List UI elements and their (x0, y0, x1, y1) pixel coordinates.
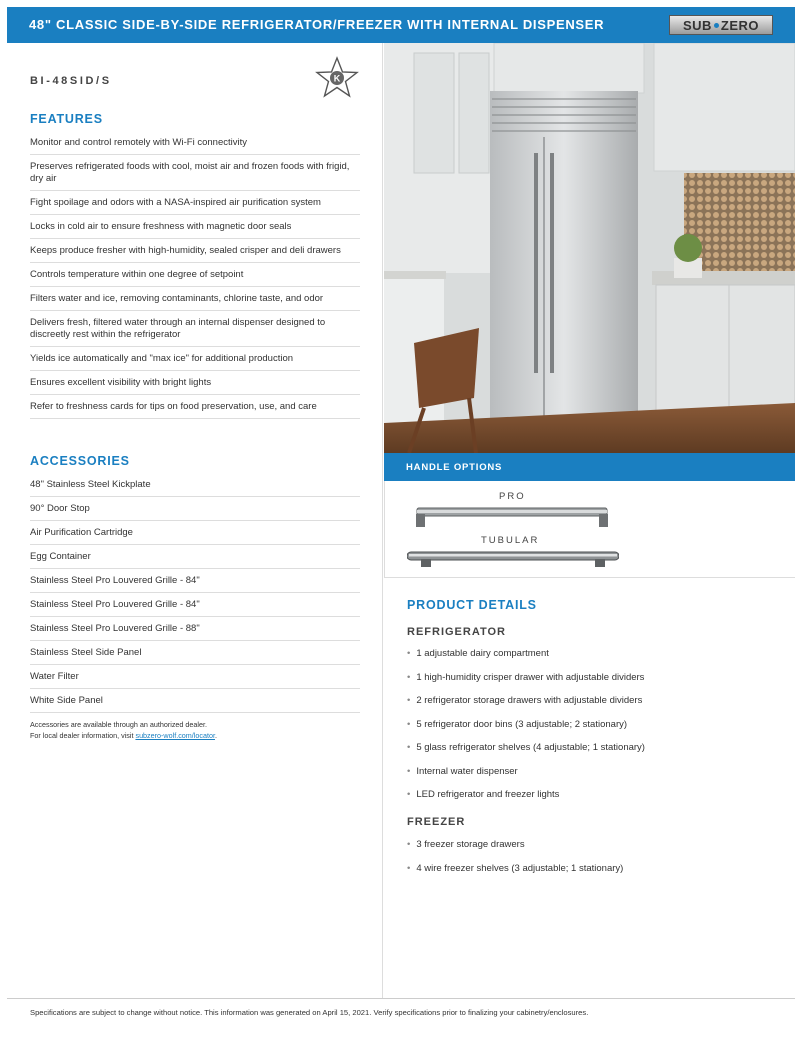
accessory-item: Stainless Steel Pro Louvered Grille - 84" (30, 569, 360, 593)
accessory-item: White Side Panel (30, 689, 360, 713)
pro-handle-label: PRO (499, 491, 526, 502)
accessory-item: Water Filter (30, 665, 360, 689)
feature-item: Preserves refrigerated foods with cool, moist air and frozen foods with frigid, dry air (30, 155, 360, 191)
subzero-logo (669, 15, 773, 35)
footer-divider (7, 998, 795, 999)
feature-item: Keeps produce fresher with high-humidity, sealed crisper and deli drawers (30, 239, 360, 263)
product-details-title: PRODUCT DETAILS (407, 598, 537, 612)
header-bar (7, 7, 795, 43)
logo-dot-icon (714, 23, 719, 28)
star-k-icon (315, 56, 359, 100)
accessories-title: ACCESSORIES (30, 454, 130, 468)
refrigerator-list (407, 647, 787, 812)
accessory-item: Egg Container (30, 545, 360, 569)
refrigerator-title: REFRIGERATOR (407, 626, 506, 638)
model-number: BI-48SID/S (30, 75, 112, 87)
accessory-item: Air Purification Cartridge (30, 521, 360, 545)
dealer-locator-link[interactable]: subzero-wolf.com/locator (135, 731, 215, 740)
accessory-item: 48" Stainless Steel Kickplate (30, 473, 360, 497)
dealer-note-line2 (30, 730, 217, 741)
feature-item: Locks in cold air to ensure freshness with magnetic door seals (30, 215, 360, 239)
handle-options-title: HANDLE OPTIONS (406, 462, 503, 473)
freezer-detail-item: • 4 wire freezer shelves (3 adjustable; 1 stationary) (407, 862, 787, 886)
feature-item: Fight spoilage and odors with a NASA-inspired air purification system (30, 191, 360, 215)
freezer-title: FREEZER (407, 816, 466, 828)
refrigerator-detail-item: • LED refrigerator and freezer lights (407, 788, 787, 812)
feature-item: Delivers fresh, filtered water through an internal dispenser designed to discreetly rest within the refrigerator (30, 311, 360, 347)
refrigerator-detail-item: • 1 high-humidity crisper drawer with adjustable dividers (407, 671, 787, 695)
feature-item: Refer to freshness cards for tips on food preservation, use, and care (30, 395, 360, 419)
logo-text-left: SUB (682, 17, 712, 33)
refrigerator-detail-item: • 1 adjustable dairy compartment (407, 647, 787, 671)
product-photo (384, 43, 795, 453)
star-k-letter: K (333, 73, 341, 84)
dealer-note (30, 719, 217, 741)
refrigerator-detail-item: • 2 refrigerator storage drawers with adjustable dividers (407, 694, 787, 718)
features-list (30, 131, 360, 419)
feature-item: Ensures excellent visibility with bright lights (30, 371, 360, 395)
feature-item: Yields ice automatically and "max ice" for additional production (30, 347, 360, 371)
refrigerator-detail-item: • 5 glass refrigerator shelves (4 adjustable; 1 stationary) (407, 741, 787, 765)
dealer-note-prefix: For local dealer information, visit (30, 731, 136, 740)
footer-disclaimer: Specifications are subject to change without notice. This information was generated on April 15, 2021. Verify specifications prior to finalizing your cabinetry/enclosures. (30, 1008, 589, 1017)
pro-handle-icon (414, 506, 610, 528)
features-title: FEATURES (30, 112, 103, 126)
freezer-detail-item: • 3 freezer storage drawers (407, 838, 787, 862)
handle-options-bar (384, 453, 795, 481)
accessory-item: Stainless Steel Pro Louvered Grille - 84" (30, 593, 360, 617)
feature-item: Monitor and control remotely with Wi-Fi connectivity (30, 131, 360, 155)
accessory-item: Stainless Steel Pro Louvered Grille - 88" (30, 617, 360, 641)
accessories-list (30, 473, 360, 713)
feature-item: Controls temperature within one degree of setpoint (30, 263, 360, 287)
left-column (7, 43, 383, 998)
logo-text-right: ZERO (720, 17, 760, 33)
page-title: 48" CLASSIC SIDE-BY-SIDE REFRIGERATOR/FREEZER WITH INTERNAL DISPENSER (29, 17, 605, 32)
dealer-note-suffix: . (214, 731, 217, 740)
accessory-item: Stainless Steel Side Panel (30, 641, 360, 665)
freezer-list (407, 838, 787, 885)
accessory-item: 90° Door Stop (30, 497, 360, 521)
refrigerator-detail-item: • Internal water dispenser (407, 765, 787, 789)
refrigerator-detail-item: • 5 refrigerator door bins (3 adjustable; 2 stationary) (407, 718, 787, 742)
tubular-handle-icon (407, 550, 619, 570)
tubular-handle-label: TUBULAR (481, 535, 540, 546)
dealer-note-line1: Accessories are available through an authorized dealer. (30, 720, 208, 729)
feature-item: Filters water and ice, removing contaminants, chlorine taste, and odor (30, 287, 360, 311)
